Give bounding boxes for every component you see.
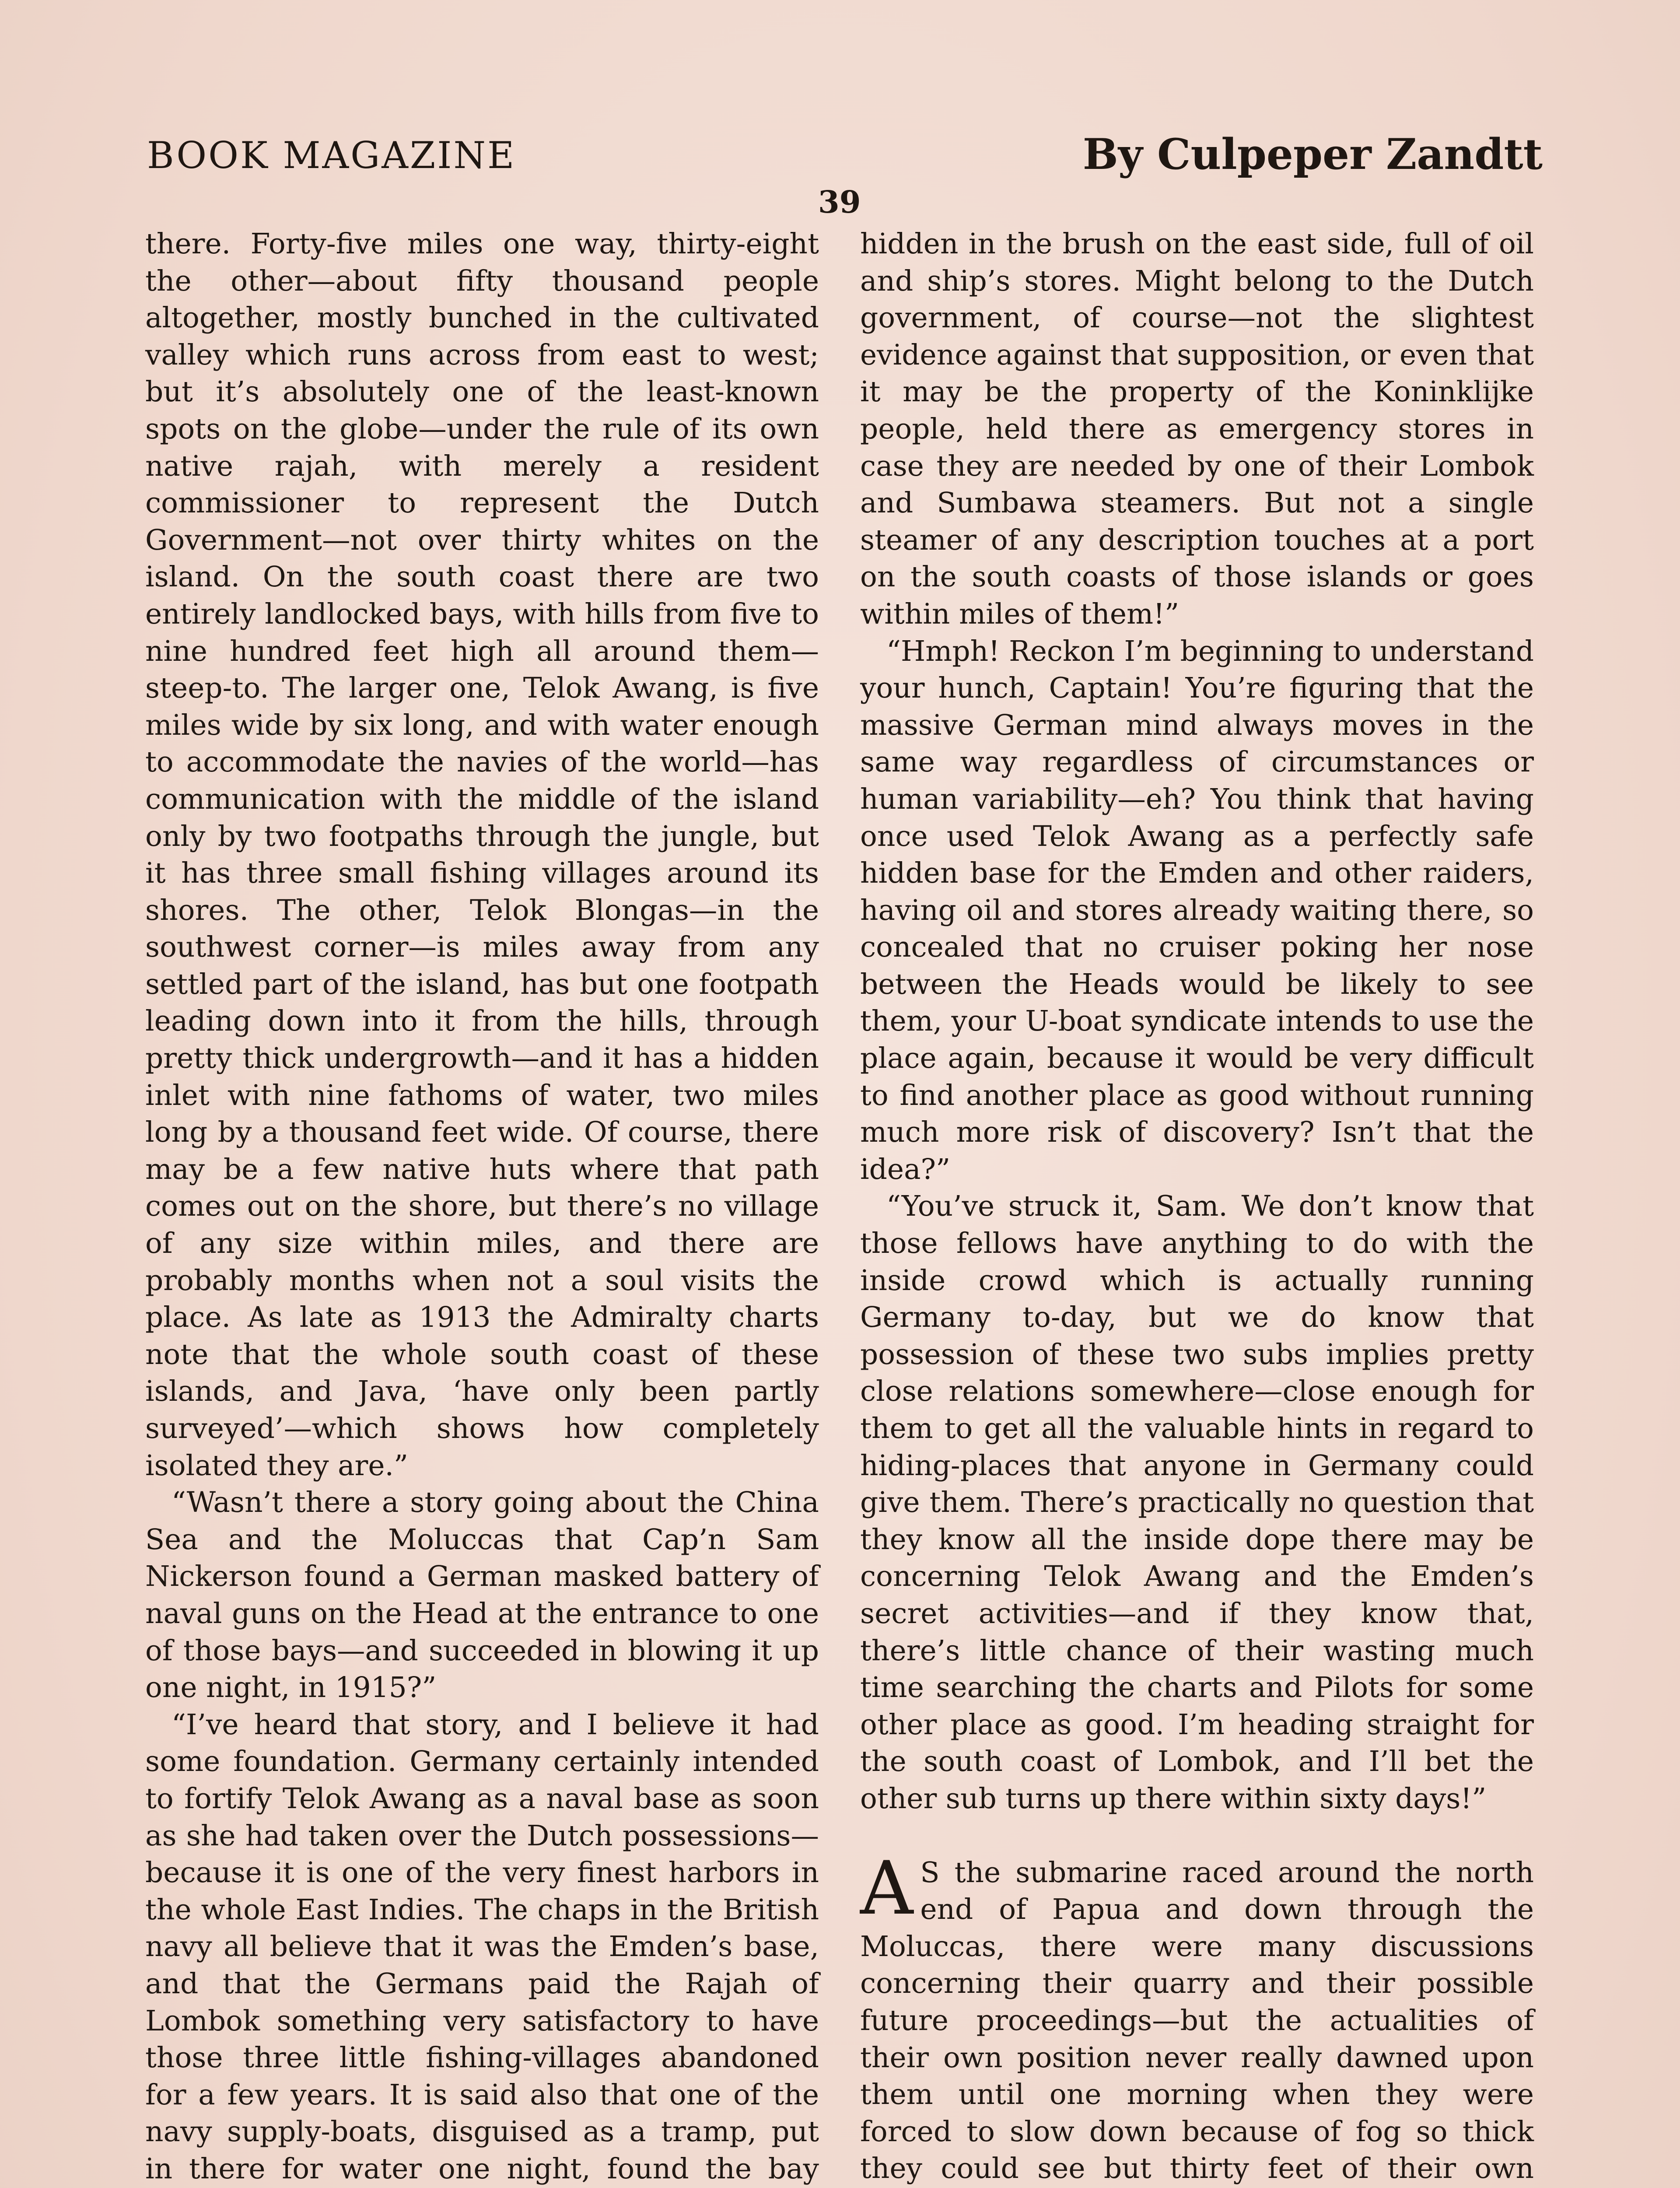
author-byline: By Culpeper Zandtt	[1082, 130, 1543, 179]
page-number: 39	[818, 184, 861, 220]
left-column	[145, 226, 819, 2188]
paragraph-text: S the submarine raced around the north end of Papua and down through the Moluccas, there were many discussions concerning their quarry and their possible future proceedings—but the actualities of their own position never really dawned upon them until one morning when they were forced to slow down because of fog so thick they could see but thirty feet of their own	[860, 1856, 1534, 2185]
paragraph: “I’ve heard that story, and I believe it had some foundation. Germany certainly intended to fortify Telok Awang as a naval base as soon as she had taken over the Dutch possessions—because it is one of the very finest harbors in the whole East Indies. The chaps in the British navy all believe that it was the Emden’s base, and that the Germans paid the Rajah of Lombok something very satisfactory to have those three little fishing-villages abandoned for a few years. It is said also that one of the navy supply-boats, disguised as a tramp, put in there for water one night, found the bay	[145, 1708, 819, 2185]
paragraph: hidden in the brush on the east side, full of oil and ship’s stores. Might belong to the Dutch government, of course—not the slightest evidence against that supposition, or even that it may be the property of the Koninklijke people, held there as emergency stores in case they are needed by one of their Lombok and Sumbawa steamers. But not a single steamer of any description touches at a port on the south coasts of those islands or goes within miles of them!”	[860, 228, 1534, 631]
paragraph: “Wasn’t there a story going about the China Sea and the Moluccas that Cap’n Sam Nickerson found a German masked battery of naval guns on the Head at the entrance to one of those bays—and succeeded in blowing it up one night, in 1915?”	[145, 1486, 819, 1704]
paragraph: there. Forty-five miles one way, thirty-eight the other—about fifty thousand people altogether, mostly bunched in the cultivated valley which runs across from east to west; but it’s absolutely one of the least-known spots on the globe—under the rule of its own native rajah, with merely a resident commissioner to represent the Dutch Government—not over thirty whites on the island. On the south coast there are two entirely landlocked bays, with hills from five to nine hundred feet high all around them—steep-to. The larger one, Telok Awang, is five miles wide by six long, and with water enough to accommodate the navies of the world—has communication with the middle of the island only by two footpaths through the jungle, but it has three small fishing villages around its shores. The other, Telok Blongas—in the southwest corner—is miles away from any settled part of the island, has but one footpath leading down into it from the hills, through pretty thick undergrowth—and it has a hidden inlet with nine fathoms of water, two miles long by a thousand feet wide. Of course, there may be a few native huts where that path comes out on the shore, but there’s no village of any size within miles, and there are probably months when not a soul visits the place. As late as 1913 the Admiralty charts note that the whole south coast of these islands, and Java, ‘have only been partly surveyed’—which shows how completely isolated they are.”	[145, 228, 819, 1482]
drop-cap: A	[860, 1845, 914, 1931]
magazine-title: BOOK MAGAZINE	[147, 134, 516, 177]
paragraph: “Hmph! Reckon I’m beginning to understand your hunch, Captain! You’re figuring that the massive German mind always moves in the same way regardless of circumstances or human variability—eh? You think that having once used Telok Awang as a perfectly safe hidden base for the Emden and other raiders, having oil and stores already waiting there, so concealed that no cruiser poking her nose between the Heads would be likely to see them, your U-boat syndicate intends to use the place again, because it would be very difficult to find another place as good without running much more risk of discovery? Isn’t that the idea?”	[860, 635, 1534, 1186]
running-head	[147, 130, 1543, 182]
section-opening-paragraph	[860, 1845, 1534, 2188]
right-column	[860, 226, 1534, 2188]
paragraph: “You’ve struck it, Sam. We don’t know that those fellows have anything to do with the inside crowd which is actually running Germany to-day, but we do know that possession of these two subs implies pretty close relations somewhere—close enough for them to get all the valuable hints in regard to hiding-places that anyone in Germany could give them. There’s practically no question that they know all the inside dope there may be concerning Telok Awang and the Emden’s secret activities—and if they know that, there’s little chance of their wasting much time searching the charts and Pilots for some other place as good. I’m heading straight for the south coast of Lombok, and I’ll bet the other sub turns up there within sixty days!”	[860, 1190, 1534, 1815]
